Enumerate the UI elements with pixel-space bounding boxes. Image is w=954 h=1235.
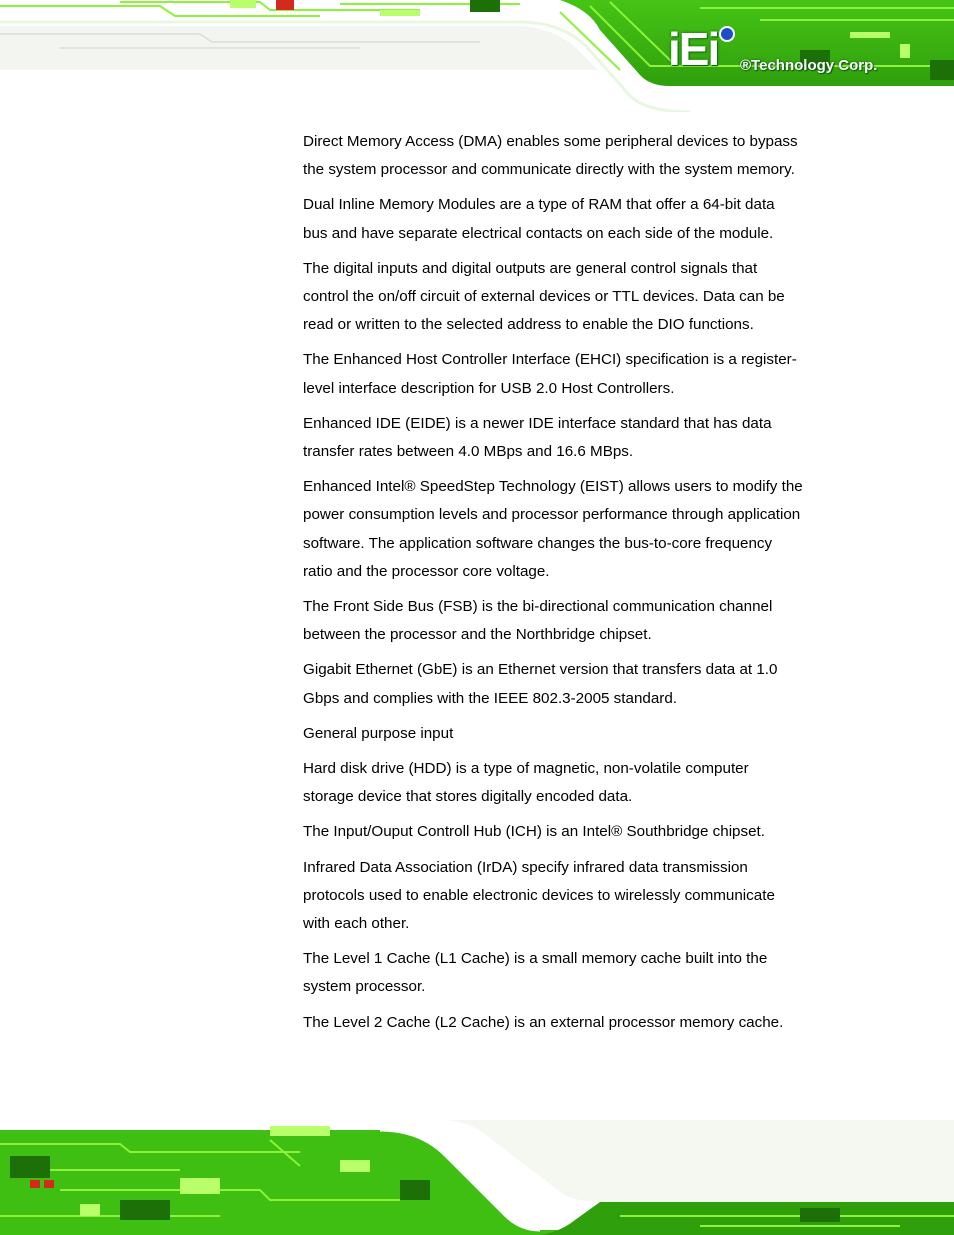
glossary-entry-irda: Infrared Data Association (IrDA) specify infrared data transmission protocols used to enable electronic devices to wirelessly communicate with each other. [303, 858, 775, 933]
glossary-entry-eide: Enhanced IDE (EIDE) is a newer IDE interface standard that has data transfer rates between 4.0 MBps and 16.6 MBps. [303, 414, 772, 461]
logo-mark: iEi [668, 23, 719, 75]
logo-text: ®Technology Corp. [740, 57, 878, 74]
circuit-board-graphic-footer [0, 1120, 954, 1235]
logo-dot-icon [719, 26, 735, 42]
footer-banner [0, 1120, 954, 1235]
glossary-entry-eist: Enhanced Intel® SpeedStep Technology (EIST) allows users to modify the power consumption levels and processor performance through application software. The application software changes the bus-to-core frequency ratio and the processor core voltage. [303, 478, 803, 580]
glossary-entry-fsb: The Front Side Bus (FSB) is the bi-directional communication channel between the processor and the Northbridge chipset. [303, 598, 773, 644]
glossary-entry-dio: The digital inputs and digital outputs are general control signals that control the on/off circuit of external devices or TTL devices. Data can be read or written to the selected address to enable the DIO functions. [303, 259, 785, 334]
glossary-entry-l2-cache: The Level 2 Cache (L2 Cache) is an external processor memory cache. [303, 1013, 784, 1031]
glossary-entry-l1-cache: The Level 1 Cache (L1 Cache) is a small memory cache built into the system processor. [303, 950, 768, 996]
glossary-entry-gbe: Gigabit Ethernet (GbE) is an Ethernet version that transfers data at 1.0 Gbps and complies with the IEEE 802.3-2005 standard. [303, 661, 778, 707]
glossary-entry-dma: Direct Memory Access (DMA) enables some peripheral devices to bypass the system processor and communicate directly with the system memory. [303, 133, 798, 179]
glossary-entry-ehci: The Enhanced Host Controller Interface (EHCI) specification is a register-level interface description for USB 2.0 Host Controllers. [303, 351, 797, 397]
glossary-entry-hdd: Hard disk drive (HDD) is a type of magnetic, non-volatile computer storage device that stores digitally encoded data. [303, 760, 749, 806]
glossary-content [303, 128, 803, 1044]
glossary-entry-ich: The Input/Ouput Controll Hub (ICH) is an Intel® Southbridge chipset. [303, 823, 765, 841]
glossary-entry-dimm: Dual Inline Memory Modules are a type of RAM that offer a 64-bit data bus and have separate electrical contacts on each side of the module. [303, 196, 775, 242]
company-logo [668, 23, 928, 86]
glossary-entry-gpi: General purpose input [303, 724, 454, 742]
header-banner [0, 0, 954, 112]
